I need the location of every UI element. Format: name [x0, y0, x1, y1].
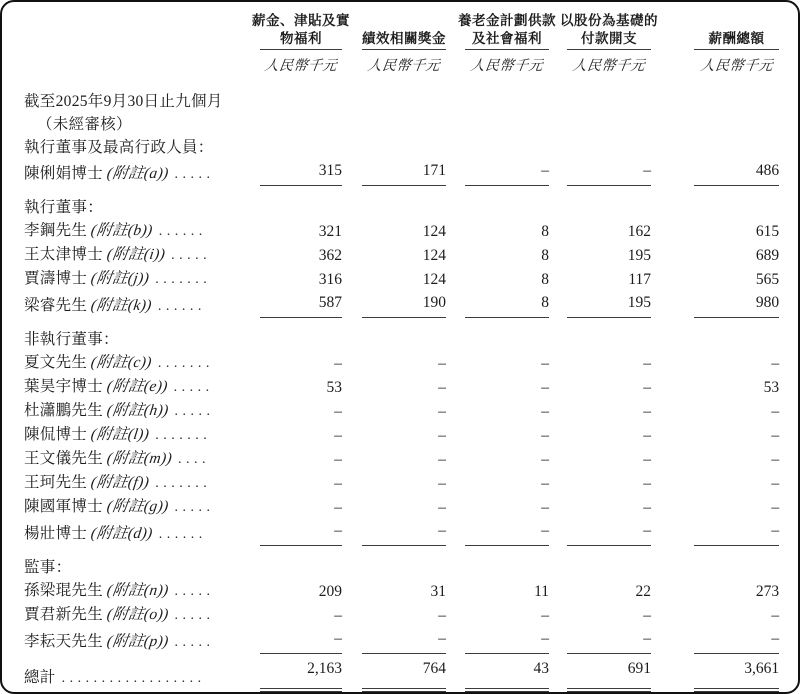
- person-name: 梁睿先生: [24, 296, 88, 314]
- column-gap: [549, 291, 567, 318]
- column-gap: [342, 471, 362, 495]
- value-cell: 2,163: [260, 657, 342, 690]
- column-title-line: 以股份為基礎的: [560, 13, 658, 29]
- row-label-cell: [24, 113, 779, 136]
- person-name: 陳俐娟博士: [24, 164, 104, 182]
- value-cell: –: [334, 607, 342, 624]
- column-gap: [549, 603, 567, 627]
- column-gap: [549, 399, 567, 423]
- value-cell: –: [541, 427, 549, 444]
- value-cell: –: [771, 451, 780, 468]
- value-cell: –: [694, 627, 779, 654]
- note-reference: (附註(g)): [105, 498, 170, 515]
- value-cell: 980: [694, 291, 779, 318]
- column-gap: [651, 471, 694, 495]
- table-row: [24, 113, 779, 136]
- column-gap: [446, 219, 465, 243]
- column-gap: [651, 423, 694, 447]
- section-label: 執行董事及最高行政人員：: [24, 139, 214, 156]
- person-name: 孫梁琨先生: [24, 582, 104, 599]
- dot-leader: ......: [157, 298, 206, 314]
- value-cell: –: [643, 451, 651, 468]
- total-row: [24, 657, 779, 690]
- column-gap: [549, 657, 567, 690]
- value-cell: 565: [755, 271, 780, 288]
- column-title: [560, 13, 658, 48]
- column-gap: [549, 471, 567, 495]
- spacer-row: [24, 318, 779, 329]
- dot-leader: ..................: [61, 671, 206, 686]
- value-cell: 691: [567, 657, 651, 690]
- dot-leader: .......: [155, 428, 212, 443]
- row-label-cell: [24, 196, 779, 219]
- column-gap: [446, 447, 465, 471]
- value-cell: –: [438, 451, 446, 468]
- value-cell: –: [438, 499, 446, 516]
- note-reference: (附註(j)): [90, 270, 151, 287]
- person-name: 陳侃博士: [24, 426, 88, 443]
- unit-label: 人民幣千元: [366, 59, 442, 74]
- unit-label: 人民幣千元: [263, 59, 339, 74]
- column-gap: [651, 291, 694, 318]
- row-label-cell: [24, 375, 260, 399]
- value-cell: –: [334, 475, 342, 492]
- value-cell: 195: [627, 247, 651, 264]
- person-name: 夏文先生: [24, 354, 88, 371]
- dot-leader: ......: [158, 526, 207, 542]
- value-cell: –: [260, 519, 342, 546]
- row-label-cell: [24, 219, 260, 243]
- table-row: [24, 375, 779, 399]
- row-label-cell: [24, 447, 260, 471]
- row-label-cell: [24, 291, 260, 318]
- value-cell: –: [567, 627, 651, 654]
- column-gap: [446, 627, 465, 654]
- column-title-line: 薪酬總額: [708, 30, 765, 47]
- section-label: 執行董事：: [24, 199, 104, 216]
- column-gap: [549, 627, 567, 654]
- value-cell: 209: [318, 583, 342, 600]
- table-row: [24, 471, 779, 495]
- value-cell: –: [541, 403, 549, 420]
- note-reference: (附註(i)): [105, 246, 167, 263]
- value-cell: –: [771, 355, 780, 372]
- note-reference: (附註(m)): [105, 450, 174, 467]
- column-gap: [549, 519, 567, 546]
- note-reference: (附註(e)): [105, 378, 169, 395]
- value-cell: –: [694, 519, 779, 546]
- column-title-line: 養老金計劃供款: [458, 13, 556, 29]
- dot-leader: .....: [173, 380, 214, 395]
- value-cell: 124: [422, 247, 446, 264]
- value-cell: –: [541, 607, 549, 624]
- spacer-cell: [24, 318, 779, 329]
- column-gap: [446, 519, 465, 546]
- dot-leader: .....: [174, 608, 215, 623]
- column-gap: [342, 519, 362, 546]
- table-row: [24, 627, 779, 654]
- column-gap: [446, 603, 465, 627]
- value-cell: –: [643, 499, 651, 516]
- value-cell: 8: [541, 271, 549, 288]
- value-cell: 22: [635, 583, 651, 600]
- column-gap: [651, 579, 694, 603]
- row-label-cell: [24, 657, 260, 690]
- spacer-row: [24, 546, 779, 557]
- column-gap: [651, 519, 694, 546]
- row-label-cell: [24, 471, 260, 495]
- value-cell: 43: [465, 657, 549, 690]
- table-row: [24, 399, 779, 423]
- spacer-cell: [24, 546, 779, 557]
- column-gap: [342, 267, 362, 291]
- column-gap: [651, 267, 694, 291]
- section-row: [24, 556, 779, 579]
- column-gap: [651, 657, 694, 690]
- value-cell: 171: [362, 159, 446, 186]
- total-label: 總計: [24, 669, 56, 686]
- column-gap: [549, 579, 567, 603]
- column-title-line: 付款開支: [581, 30, 637, 47]
- value-cell: –: [643, 427, 651, 444]
- remuneration-table: [24, 90, 779, 692]
- section-label: 非執行董事：: [24, 331, 119, 348]
- table-row: [24, 243, 779, 267]
- note-reference: (附註(b)): [90, 222, 154, 239]
- dot-leader: .....: [171, 248, 212, 263]
- row-label-cell: [24, 519, 260, 546]
- note-reference: (附註(f)): [90, 474, 151, 491]
- column-gap: [651, 627, 694, 654]
- column-gap: [651, 399, 694, 423]
- period-label: （未經審核）: [37, 116, 132, 133]
- value-cell: –: [334, 499, 342, 516]
- person-name: 王太津博士: [24, 246, 104, 263]
- table-row: [24, 495, 779, 519]
- column-gap: [651, 243, 694, 267]
- row-label-cell: [24, 603, 260, 627]
- value-cell: –: [334, 403, 342, 420]
- column-gap: [549, 159, 567, 186]
- value-cell: –: [438, 403, 446, 420]
- column-title: [458, 13, 556, 48]
- column-gap: [342, 627, 362, 654]
- value-cell: 764: [362, 657, 446, 690]
- row-label-cell: [24, 267, 260, 291]
- column-rule: [260, 49, 342, 50]
- person-name: 賈濤博士: [24, 270, 88, 287]
- value-cell: 11: [534, 583, 549, 600]
- note-reference: (附註(a)): [105, 164, 170, 182]
- column-gap: [549, 375, 567, 399]
- column-gap: [446, 399, 465, 423]
- value-cell: –: [541, 475, 549, 492]
- dot-leader: .....: [174, 634, 215, 650]
- table-body: [24, 90, 779, 690]
- column-gap: [446, 291, 465, 318]
- value-cell: –: [541, 379, 549, 396]
- column-gap: [342, 423, 362, 447]
- table-row: [24, 603, 779, 627]
- row-label-cell: [24, 556, 779, 579]
- value-cell: 321: [318, 223, 342, 240]
- value-cell: –: [438, 475, 446, 492]
- column-gap: [549, 495, 567, 519]
- row-label-cell: [24, 579, 260, 603]
- dot-leader: ....: [177, 452, 210, 467]
- table-row: [24, 219, 779, 243]
- value-cell: 486: [694, 159, 779, 186]
- value-cell: –: [567, 159, 651, 186]
- column-title-line: 及社會福利: [472, 30, 542, 47]
- table-row: [24, 447, 779, 471]
- value-cell: –: [465, 627, 549, 654]
- note-reference: (附註(n)): [105, 582, 170, 599]
- value-cell: 3,661: [694, 657, 779, 690]
- column-gap: [651, 219, 694, 243]
- column-gap: [446, 351, 465, 375]
- value-cell: –: [541, 355, 549, 372]
- value-cell: –: [334, 451, 342, 468]
- note-reference: (附註(l)): [90, 426, 151, 443]
- value-cell: 190: [362, 291, 446, 318]
- value-cell: –: [362, 519, 446, 546]
- value-cell: 362: [318, 247, 342, 264]
- value-cell: –: [438, 427, 446, 444]
- value-cell: –: [567, 519, 651, 546]
- column-gap: [342, 603, 362, 627]
- dot-leader: .....: [174, 166, 215, 182]
- column-title: [709, 31, 765, 49]
- column-rule: [362, 49, 446, 50]
- column-gap: [549, 219, 567, 243]
- value-cell: 31: [430, 583, 446, 600]
- dot-leader: ......: [158, 224, 207, 239]
- note-reference: (附註(p)): [105, 632, 170, 650]
- value-cell: –: [643, 607, 651, 624]
- value-cell: 53: [763, 379, 780, 396]
- column-title-line: 績效相關獎金: [362, 30, 446, 47]
- period-label: 截至2025年9月30日止九個月: [24, 93, 223, 110]
- column-gap: [342, 351, 362, 375]
- column-title-line: 物福利: [280, 30, 322, 47]
- column-gap: [342, 291, 362, 318]
- column-gap: [651, 375, 694, 399]
- column-header: [362, 2, 446, 78]
- row-label-cell: [24, 328, 779, 351]
- person-name: 陳國軍博士: [24, 498, 104, 515]
- table-row: [24, 519, 779, 546]
- column-gap: [342, 243, 362, 267]
- column-header: [252, 2, 350, 78]
- column-gap: [446, 471, 465, 495]
- value-cell: –: [771, 499, 780, 516]
- value-cell: 587: [260, 291, 342, 318]
- dot-leader: .......: [155, 272, 212, 287]
- value-cell: –: [541, 451, 549, 468]
- column-gap: [342, 375, 362, 399]
- row-label-cell: [24, 136, 779, 159]
- value-cell: –: [438, 379, 446, 396]
- value-cell: –: [438, 607, 446, 624]
- person-name: 王珂先生: [24, 474, 88, 491]
- value-cell: –: [334, 355, 342, 372]
- row-label-cell: [24, 351, 260, 375]
- column-gap: [446, 657, 465, 690]
- value-cell: –: [643, 403, 651, 420]
- value-cell: –: [362, 627, 446, 654]
- note-reference: (附註(c)): [90, 354, 154, 371]
- spacer-cell: [24, 186, 779, 197]
- column-gap: [446, 243, 465, 267]
- column-gap: [549, 447, 567, 471]
- column-gap: [651, 603, 694, 627]
- value-cell: –: [771, 427, 780, 444]
- note-reference: (附註(d)): [90, 524, 154, 542]
- column-header: [694, 2, 779, 78]
- note-reference: (附註(h)): [105, 402, 170, 419]
- row-label-cell: [24, 399, 260, 423]
- value-cell: –: [771, 403, 780, 420]
- table-row: [24, 579, 779, 603]
- value-cell: 117: [628, 271, 651, 288]
- value-cell: –: [465, 519, 549, 546]
- column-gap: [651, 351, 694, 375]
- column-gap: [342, 219, 362, 243]
- section-row: [24, 328, 779, 351]
- table-row: [24, 159, 779, 186]
- row-label-cell: [24, 243, 260, 267]
- value-cell: –: [334, 427, 342, 444]
- dot-leader: .......: [155, 476, 212, 491]
- table-row: [24, 423, 779, 447]
- column-gap: [549, 267, 567, 291]
- unit-label: 人民幣千元: [469, 59, 545, 74]
- row-label-cell: [24, 495, 260, 519]
- table-row: [24, 90, 779, 113]
- note-reference: (附註(o)): [105, 606, 170, 623]
- section-row: [24, 136, 779, 159]
- row-label-cell: [24, 423, 260, 447]
- value-cell: 8: [465, 291, 549, 318]
- value-cell: –: [541, 499, 549, 516]
- column-rule: [465, 49, 549, 50]
- value-cell: 316: [318, 271, 342, 288]
- section-label: 監事：: [24, 559, 72, 576]
- column-gap: [651, 159, 694, 186]
- person-name: 賈君新先生: [24, 606, 104, 623]
- note-reference: (附註(k)): [90, 296, 154, 314]
- column-rule: [694, 49, 779, 50]
- value-cell: 615: [755, 223, 780, 240]
- column-gap: [342, 447, 362, 471]
- column-gap: [651, 495, 694, 519]
- dot-leader: .....: [174, 500, 215, 515]
- value-cell: 124: [422, 271, 446, 288]
- dot-leader: .....: [174, 584, 215, 599]
- person-name: 李耘天先生: [24, 632, 104, 650]
- column-gap: [549, 423, 567, 447]
- value-cell: –: [643, 379, 651, 396]
- person-name: 李鋼先生: [24, 222, 88, 239]
- column-gap: [446, 267, 465, 291]
- value-cell: –: [771, 607, 780, 624]
- value-cell: 53: [326, 379, 342, 396]
- column-gap: [549, 243, 567, 267]
- person-name: 王文儀先生: [24, 450, 104, 467]
- dot-leader: .....: [174, 404, 215, 419]
- section-row: [24, 196, 779, 219]
- value-cell: 124: [422, 223, 446, 240]
- column-gap: [651, 447, 694, 471]
- column-gap: [446, 423, 465, 447]
- value-cell: –: [438, 355, 446, 372]
- value-cell: –: [260, 627, 342, 654]
- value-cell: –: [771, 475, 780, 492]
- table-row: [24, 351, 779, 375]
- value-cell: 8: [541, 223, 549, 240]
- value-cell: –: [643, 355, 651, 372]
- column-title: [362, 31, 446, 49]
- table-row: [24, 267, 779, 291]
- column-gap: [446, 375, 465, 399]
- row-label-cell: [24, 627, 260, 654]
- row-label-cell: [24, 159, 260, 186]
- value-cell: 273: [755, 583, 780, 600]
- unit-label: 人民幣千元: [571, 59, 647, 74]
- column-gap: [446, 159, 465, 186]
- column-header: [458, 2, 556, 78]
- table-header: [2, 2, 798, 84]
- column-gap: [342, 495, 362, 519]
- column-gap: [446, 579, 465, 603]
- row-label-cell: [24, 90, 779, 113]
- spacer-row: [24, 186, 779, 197]
- value-cell: 315: [260, 159, 342, 186]
- column-gap: [342, 159, 362, 186]
- value-cell: 8: [541, 247, 549, 264]
- table-row: [24, 291, 779, 318]
- column-gap: [342, 579, 362, 603]
- column-rule: [567, 49, 651, 50]
- column-gap: [446, 495, 465, 519]
- unit-label: 人民幣千元: [698, 59, 774, 74]
- value-cell: 195: [567, 291, 651, 318]
- column-gap: [342, 657, 362, 690]
- dot-leader: .......: [157, 356, 214, 371]
- value-cell: 162: [627, 223, 651, 240]
- value-cell: 689: [755, 247, 780, 264]
- column-gap: [342, 399, 362, 423]
- value-cell: –: [465, 159, 549, 186]
- person-name: 葉昊宇博士: [24, 378, 104, 395]
- person-name: 杜瀟鵬先生: [24, 402, 104, 419]
- column-title: [252, 13, 350, 48]
- person-name: 楊壯博士: [24, 524, 88, 542]
- column-title-line: 薪金、津貼及實: [252, 13, 350, 29]
- column-header: [560, 2, 658, 78]
- column-gap: [549, 351, 567, 375]
- value-cell: –: [643, 475, 651, 492]
